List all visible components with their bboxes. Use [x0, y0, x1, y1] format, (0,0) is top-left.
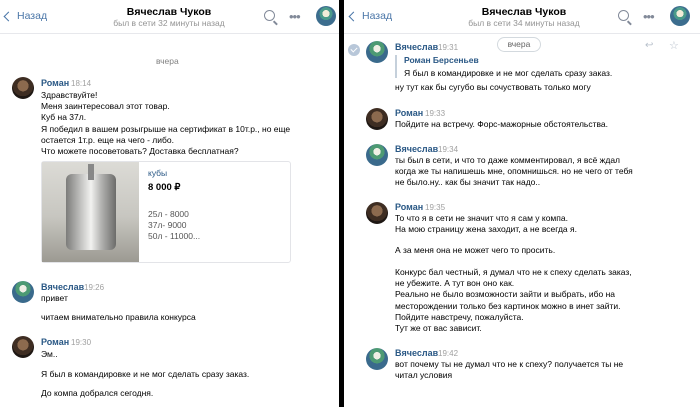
message-line: когда же ты напишешь мне, опомнишься. но не чего от тебя	[395, 166, 633, 177]
chat-header	[344, 0, 700, 34]
reply-icon[interactable]: ↩	[645, 40, 654, 51]
message-author[interactable]: Вячеслав	[41, 282, 85, 292]
message-line: остается 1т.р. еще на чего - либо.	[41, 134, 174, 145]
left-chat-panel	[0, 0, 339, 407]
message-text	[395, 359, 623, 381]
message-text: До компа добрался сегодня.	[41, 388, 154, 398]
date-separator: вчера	[156, 56, 179, 66]
product-line: 25л - 8000	[148, 209, 189, 219]
product-price: 8 000 ₽	[148, 182, 181, 193]
message-line: То что я в сети не значит что я сам у компа.	[395, 213, 568, 223]
message-line: месторождении только без картинок можно в инет зайти.	[395, 300, 621, 311]
message-text: А за меня она не может чего то просить.	[395, 245, 556, 255]
chat-title[interactable]: Вячеслав Чуков	[481, 6, 567, 18]
message-line: ты был в сети, и что то даже комментировал, я всё ждал	[395, 155, 621, 165]
message-line: Что можете посоветовать? Доставка бесплатная?	[41, 146, 239, 157]
message-text: Эм..	[41, 349, 58, 359]
message-line: Конкурс бал честный, я думал что не к спеху сделать заказ,	[395, 267, 632, 277]
message-line: Я победил в вашем розыгрыше на сертификат в 10т.р., но еще	[41, 123, 291, 134]
search-icon[interactable]	[264, 10, 275, 21]
message-author[interactable]: Вячеслав	[395, 144, 439, 154]
message-line: читал условия	[395, 370, 453, 381]
message-author[interactable]: Вячеслав	[395, 348, 439, 358]
message-line: не было.ну.. как бы значит так надо..	[395, 177, 541, 188]
message-time: 19:35	[425, 203, 446, 212]
avatar[interactable]	[366, 144, 388, 166]
message-text	[395, 213, 577, 235]
more-icon[interactable]: •••	[289, 9, 300, 24]
chat-status: был в сети 32 минуты назад	[113, 18, 225, 28]
avatar[interactable]	[12, 281, 34, 303]
message-line: не убежите. А тут вон оно как.	[395, 278, 515, 289]
message-time: 19:31	[438, 43, 459, 52]
message-author[interactable]: Вячеслав	[395, 42, 439, 52]
message-time: 19:42	[438, 349, 459, 358]
message-line: Пойдите навстречу, пожалуйста.	[395, 311, 524, 322]
back-button[interactable]	[350, 10, 392, 22]
chat-title[interactable]: Вячеслав Чуков	[126, 6, 212, 18]
quote-text: Я был в командировке и не мог сделать сразу заказ.	[404, 68, 613, 78]
chevron-left-icon	[349, 11, 359, 21]
back-button[interactable]	[5, 10, 47, 22]
message-text: ну тут как бы сугубо вы сочуствовать только могу	[395, 82, 591, 92]
header-avatar[interactable]	[670, 6, 690, 26]
avatar[interactable]	[366, 41, 388, 63]
avatar[interactable]	[12, 336, 34, 358]
message-time: 19:33	[425, 109, 446, 118]
message-line: вот почему ты не думал что не к спеху? получается ты не	[395, 359, 624, 369]
avatar[interactable]	[366, 108, 388, 130]
selected-check-icon[interactable]	[348, 44, 360, 56]
message-text	[395, 267, 632, 334]
message-text: читаем внимательно правила конкурса	[41, 312, 196, 322]
message-text: привет	[41, 293, 68, 303]
quoted-message[interactable]	[395, 55, 612, 78]
chat-status: был в сети 34 минуты назад	[468, 18, 580, 28]
message-line: Здравствуйте!	[41, 90, 98, 100]
date-separator: вчера	[497, 37, 541, 52]
message-time: 18:14	[71, 79, 92, 88]
product-line: 37л- 9000	[148, 220, 187, 231]
message-text: Я был в командировке и не мог сделать сразу заказ.	[41, 369, 250, 379]
chat-header	[0, 0, 339, 34]
message-author[interactable]: Роман	[395, 108, 424, 118]
message-time: 19:30	[71, 338, 92, 347]
more-icon[interactable]: •••	[643, 9, 654, 24]
message-time: 19:34	[438, 145, 459, 154]
message-author[interactable]: Роман	[41, 337, 70, 347]
header-avatar[interactable]	[316, 6, 336, 26]
message-line: Куб на 37л.	[41, 112, 87, 123]
message-line: Тут же от вас зависит.	[395, 323, 482, 334]
search-icon[interactable]	[618, 10, 629, 21]
back-label: Назад	[362, 10, 393, 22]
product-title[interactable]: кубы	[148, 168, 168, 178]
star-icon[interactable]: ☆	[669, 40, 679, 52]
message-text: Пойдите на встречу. Форс-мажорные обстоятельства.	[395, 119, 609, 129]
avatar[interactable]	[12, 77, 34, 99]
message-time: 19:26	[84, 283, 105, 292]
message-author[interactable]: Роман	[395, 202, 424, 212]
product-image[interactable]	[42, 162, 139, 262]
message-text	[395, 155, 633, 189]
product-card[interactable]	[41, 161, 291, 263]
product-line: 50л - 11000...	[148, 231, 201, 242]
back-label: Назад	[17, 10, 48, 22]
message-line: Меня заинтересовал этот товар.	[41, 101, 170, 112]
avatar[interactable]	[366, 348, 388, 370]
message-author[interactable]: Роман	[41, 78, 70, 88]
message-line: Реально не было возможности зайти и выбрать, ибо на	[395, 289, 616, 300]
message-text	[41, 90, 290, 157]
chevron-left-icon	[4, 11, 14, 21]
product-description	[148, 209, 200, 243]
message-line: На мою страницу жена заходит, а не всегда я.	[395, 224, 577, 235]
avatar[interactable]	[366, 202, 388, 224]
quote-author[interactable]: Роман Берсеньев	[404, 55, 479, 65]
